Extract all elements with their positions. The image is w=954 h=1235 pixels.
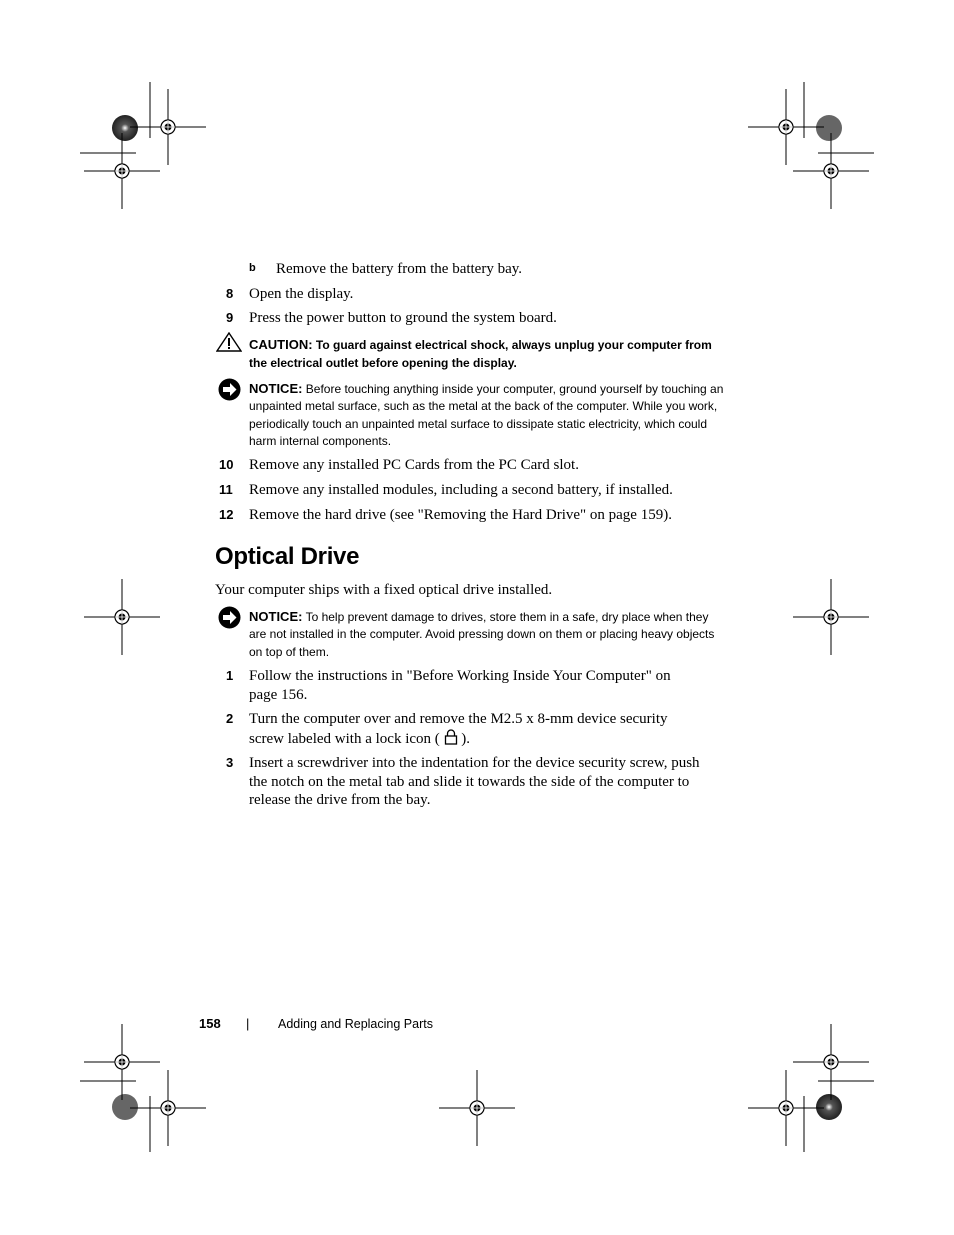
step-number: b	[249, 262, 256, 274]
notice-label: NOTICE:	[249, 609, 303, 624]
notice-body: Before touching anything inside your computer, ground yourself by touching an unpainted metal surface, such as the metal at the back of the computer. While you work, periodically touch an unpainted metal surface to dissipate static electricity, which could harm internal components.	[249, 382, 724, 448]
crop-mark-icon	[80, 82, 150, 153]
step-text: Remove the battery from the battery bay.	[276, 261, 523, 277]
section-intro: Your computer ships with a fixed optical drive installed.	[215, 582, 553, 598]
step-text	[249, 710, 699, 748]
registration-cross-icon	[439, 1070, 515, 1146]
registration-cross-icon	[793, 579, 869, 655]
crop-mark-icon	[804, 1081, 874, 1152]
step-text-part: Turn the computer over and remove the M2.5 x 8-mm device security screw labeled with a lock icon (	[249, 711, 668, 747]
registration-cross-icon	[84, 579, 160, 655]
notice-note	[249, 608, 724, 661]
caution-body: To guard against electrical shock, always unplug your computer from the electrical outlet before opening the display.	[249, 338, 712, 370]
caution-label: CAUTION:	[249, 337, 313, 352]
notice-note	[249, 380, 724, 450]
step-number: 9	[226, 310, 234, 325]
notice-arrow-icon	[218, 378, 241, 401]
crop-mark-icon	[804, 82, 874, 153]
registration-cross-icon	[84, 1024, 160, 1100]
step-text: Follow the instructions in "Before Working Inside Your Computer" on page 156.	[249, 668, 671, 703]
page-number: 158	[199, 1016, 221, 1031]
step-text: Remove any installed modules, including a second battery, if installed.	[249, 482, 673, 498]
step-number: 2	[226, 711, 234, 726]
registration-cross-icon	[130, 1070, 206, 1146]
gray-wheel-icon	[816, 115, 842, 141]
section-title: Optical Drive	[215, 543, 360, 570]
registration-cross-icon	[84, 133, 160, 209]
step-text: Press the power button to ground the system board.	[249, 310, 557, 326]
step-text: Remove the hard drive (see "Removing the Hard Drive" on page 159).	[249, 507, 672, 523]
registration-cross-icon	[748, 1070, 824, 1146]
footer-separator: |	[246, 1016, 250, 1031]
step-number: 1	[226, 668, 234, 683]
color-wheel-icon	[816, 1094, 842, 1120]
registration-cross-icon	[130, 89, 206, 165]
caution-triangle-icon	[216, 332, 242, 352]
step-number: 3	[226, 755, 234, 770]
lock-icon	[444, 729, 458, 745]
registration-cross-icon	[793, 133, 869, 209]
color-wheel-icon	[112, 115, 138, 141]
registration-cross-icon	[748, 89, 824, 165]
step-number: 10	[219, 457, 234, 472]
caution-note	[249, 336, 719, 372]
step-number: 8	[226, 286, 234, 301]
gray-wheel-icon	[112, 1094, 138, 1120]
notice-label: NOTICE:	[249, 381, 303, 396]
crop-mark-icon	[80, 1081, 150, 1152]
registration-cross-icon	[793, 1024, 869, 1100]
notice-arrow-icon	[218, 606, 241, 629]
step-text-part: ).	[461, 730, 471, 747]
step-text: Insert a screwdriver into the indentation for the device security screw, push the notch on the metal tab and slide it towards the side of the computer to release the drive from the bay.	[249, 755, 700, 808]
notice-body: To help prevent damage to drives, store them in a safe, dry place when they are not installed in the computer. Avoid pressing down on them or placing heavy objects on top of them.	[249, 610, 715, 659]
step-number: 11	[219, 482, 233, 497]
step-text: Open the display.	[249, 286, 354, 302]
step-text: Remove any installed PC Cards from the PC Card slot.	[249, 457, 579, 473]
chapter-title: Adding and Replacing Parts	[278, 1017, 433, 1031]
step-number: 12	[219, 507, 234, 522]
